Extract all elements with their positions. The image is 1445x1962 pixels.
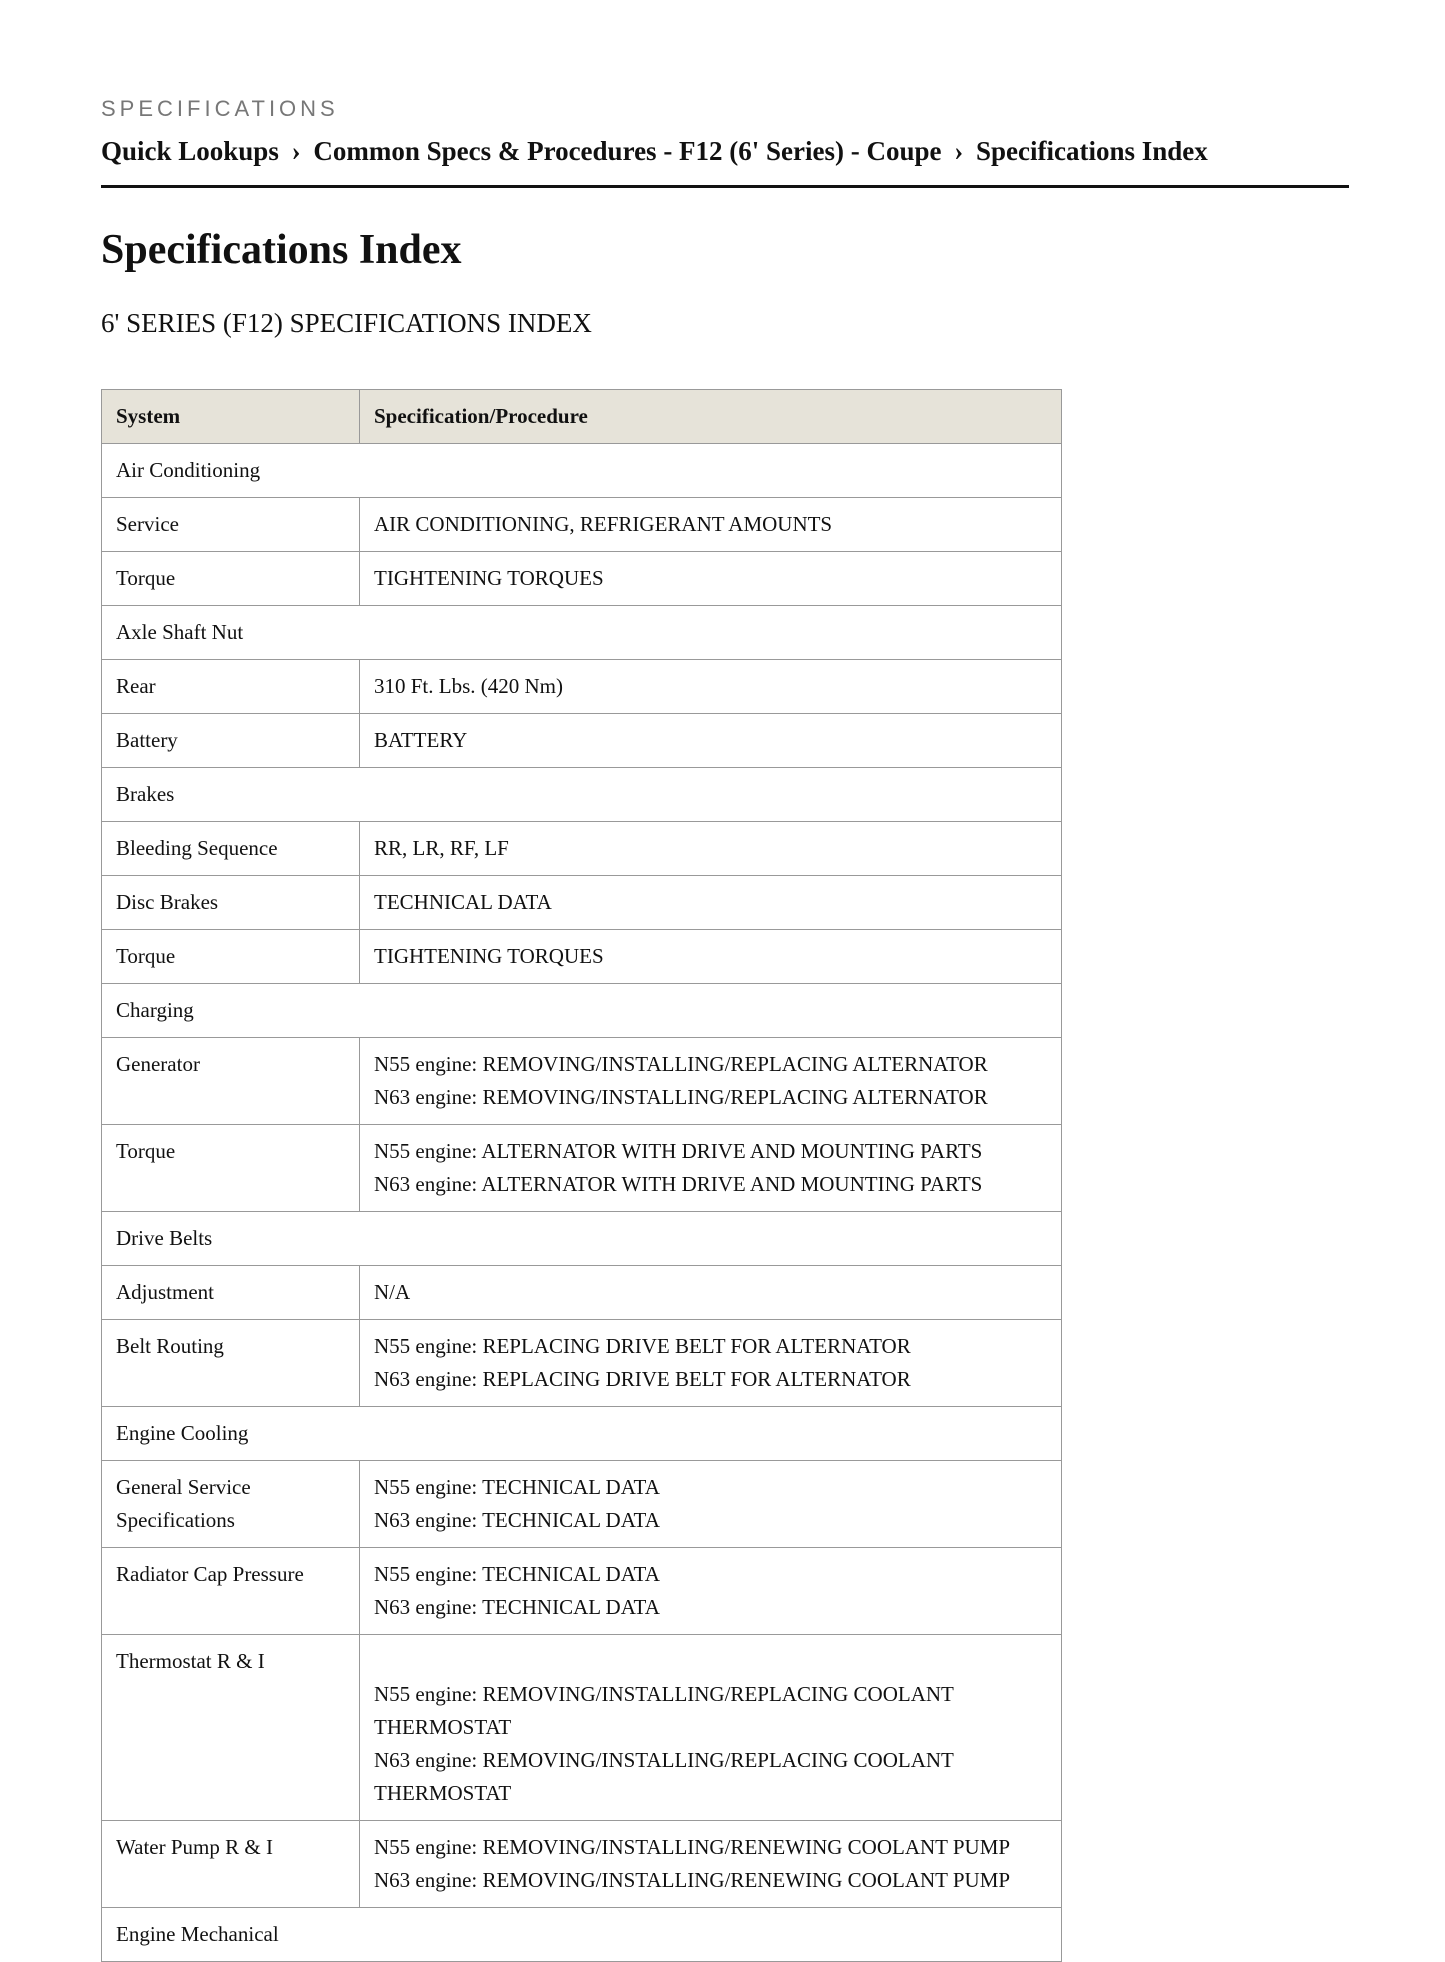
table-group-row <box>102 768 1062 822</box>
table-row <box>102 1320 1062 1407</box>
specification-link[interactable]: N63 engine: REPLACING DRIVE BELT FOR ALTERNATOR <box>374 1367 911 1391</box>
table-group-row <box>102 444 1062 498</box>
breadcrumb-specifications-index[interactable]: Specifications Index <box>976 136 1208 166</box>
cell-spacer <box>374 1645 1047 1678</box>
specification-cell <box>360 1461 1062 1548</box>
specification-cell <box>360 498 1062 552</box>
table-row <box>102 552 1062 606</box>
specification-link[interactable]: N63 engine: REMOVING/INSTALLING/REPLACING COOLANT THERMOSTAT <box>374 1748 954 1805</box>
table-group-row <box>102 984 1062 1038</box>
system-cell: Disc Brakes <box>102 876 360 930</box>
specification-cell <box>360 1320 1062 1407</box>
system-cell: Bleeding Sequence <box>102 822 360 876</box>
column-header-specification: Specification/Procedure <box>360 390 1062 444</box>
specification-link[interactable]: N63 engine: TECHNICAL DATA <box>374 1508 660 1532</box>
specification-link[interactable]: N55 engine: REPLACING DRIVE BELT FOR ALTERNATOR <box>374 1334 911 1358</box>
page-title: Specifications Index <box>101 227 462 273</box>
column-header-system: System <box>102 390 360 444</box>
table-group-row <box>102 1407 1062 1461</box>
specification-link[interactable]: TIGHTENING TORQUES <box>374 944 604 968</box>
specification-value: RR, LR, RF, LF <box>374 836 509 860</box>
system-cell: Radiator Cap Pressure <box>102 1548 360 1635</box>
specification-cell <box>360 1266 1062 1320</box>
breadcrumb-separator: › <box>291 136 301 166</box>
breadcrumb <box>101 136 1349 188</box>
system-cell: Torque <box>102 930 360 984</box>
table-row <box>102 1125 1062 1212</box>
breadcrumb-separator: › <box>954 136 964 166</box>
system-group-label: Charging <box>102 984 1062 1038</box>
specification-cell <box>360 930 1062 984</box>
table-row <box>102 1461 1062 1548</box>
breadcrumb-common-specs[interactable]: Common Specs & Procedures - F12 (6' Series) - Coupe <box>313 136 942 166</box>
specification-link[interactable]: N63 engine: REMOVING/INSTALLING/RENEWING COOLANT PUMP <box>374 1868 1011 1892</box>
system-group-label: Axle Shaft Nut <box>102 606 1062 660</box>
system-group-label: Air Conditioning <box>102 444 1062 498</box>
specification-cell <box>360 1548 1062 1635</box>
specification-cell <box>360 660 1062 714</box>
specification-link[interactable]: TECHNICAL DATA <box>374 890 552 914</box>
system-cell: Torque <box>102 552 360 606</box>
specification-cell <box>360 1038 1062 1125</box>
specification-link[interactable]: N55 engine: REMOVING/INSTALLING/REPLACING COOLANT THERMOSTAT <box>374 1682 954 1739</box>
system-group-label: Engine Cooling <box>102 1407 1062 1461</box>
system-cell: Service <box>102 498 360 552</box>
table-row <box>102 660 1062 714</box>
table-group-row <box>102 1212 1062 1266</box>
system-cell: Thermostat R & I <box>102 1635 360 1821</box>
table-row <box>102 1548 1062 1635</box>
specification-cell <box>360 1635 1062 1821</box>
specifications-table <box>101 389 1062 1962</box>
specification-link[interactable]: N55 engine: TECHNICAL DATA <box>374 1475 660 1499</box>
table-row <box>102 930 1062 984</box>
specification-cell <box>360 552 1062 606</box>
specification-cell <box>360 1821 1062 1908</box>
table-body <box>102 444 1062 1962</box>
table-row <box>102 1038 1062 1125</box>
specification-link[interactable]: TIGHTENING TORQUES <box>374 566 604 590</box>
specification-link[interactable]: N55 engine: ALTERNATOR WITH DRIVE AND MOUNTING PARTS <box>374 1139 983 1163</box>
system-cell: Torque <box>102 1125 360 1212</box>
table-group-row <box>102 1908 1062 1962</box>
specification-value: N/A <box>374 1280 411 1304</box>
system-cell: Rear <box>102 660 360 714</box>
table-row <box>102 714 1062 768</box>
table-row <box>102 1821 1062 1908</box>
system-cell: Generator <box>102 1038 360 1125</box>
table-row <box>102 498 1062 552</box>
specification-link[interactable]: N63 engine: ALTERNATOR WITH DRIVE AND MOUNTING PARTS <box>374 1172 983 1196</box>
specification-value: 310 Ft. Lbs. (420 Nm) <box>374 674 563 698</box>
system-group-label: Engine Mechanical <box>102 1908 1062 1962</box>
specification-cell <box>360 714 1062 768</box>
system-group-label: Brakes <box>102 768 1062 822</box>
specification-link[interactable]: N55 engine: REMOVING/INSTALLING/RENEWING COOLANT PUMP <box>374 1835 1011 1859</box>
table-header-row <box>102 390 1062 444</box>
specification-link[interactable]: N55 engine: TECHNICAL DATA <box>374 1562 660 1586</box>
specification-cell <box>360 1125 1062 1212</box>
system-cell: Belt Routing <box>102 1320 360 1407</box>
system-cell: Water Pump R & I <box>102 1821 360 1908</box>
system-cell: Battery <box>102 714 360 768</box>
page-subtitle: 6' SERIES (F12) SPECIFICATIONS INDEX <box>101 308 592 338</box>
table-row <box>102 822 1062 876</box>
specification-link[interactable]: AIR CONDITIONING, REFRIGERANT AMOUNTS <box>374 512 833 536</box>
breadcrumb-quick-lookups[interactable]: Quick Lookups <box>101 136 279 166</box>
specification-cell <box>360 876 1062 930</box>
section-eyebrow: SPECIFICATIONS <box>101 96 339 121</box>
system-cell: Adjustment <box>102 1266 360 1320</box>
table-row <box>102 1266 1062 1320</box>
table-row <box>102 1635 1062 1821</box>
specification-link[interactable]: N63 engine: REMOVING/INSTALLING/REPLACING ALTERNATOR <box>374 1085 988 1109</box>
system-group-label: Drive Belts <box>102 1212 1062 1266</box>
table-group-row <box>102 606 1062 660</box>
specification-cell <box>360 822 1062 876</box>
specification-link[interactable]: N55 engine: REMOVING/INSTALLING/REPLACING ALTERNATOR <box>374 1052 988 1076</box>
table-row <box>102 876 1062 930</box>
specification-link[interactable]: BATTERY <box>374 728 468 752</box>
system-cell: General Service Specifications <box>102 1461 360 1548</box>
specification-link[interactable]: N63 engine: TECHNICAL DATA <box>374 1595 660 1619</box>
